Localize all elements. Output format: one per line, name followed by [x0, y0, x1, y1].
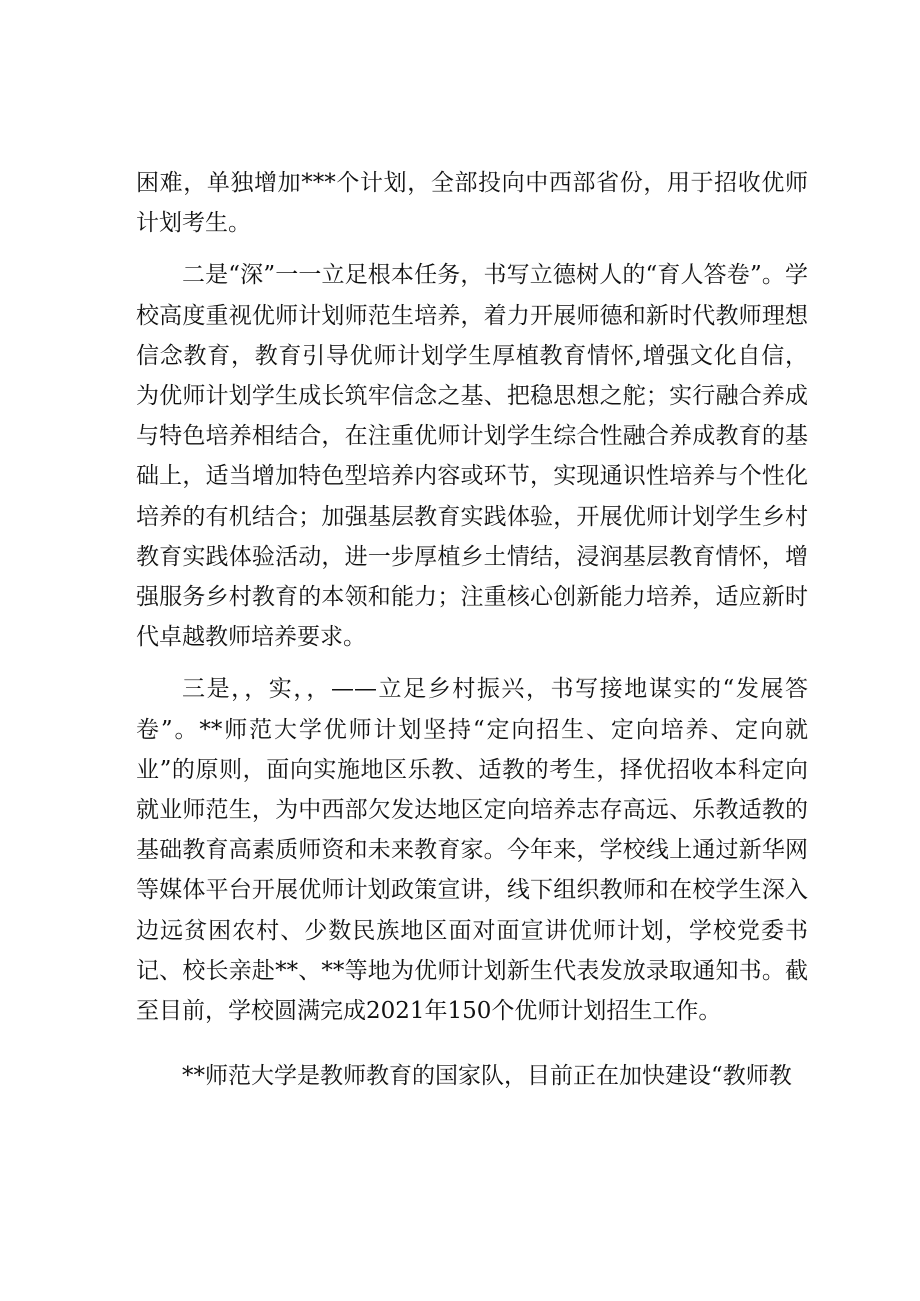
- paragraph-point-two: 二是“深”一一立足根本任务，书写立德树人的“育人答卷”。学校高度重视优师计划师范生培养，着力开展师德和新时代教师理想信念教育，教育引导优师计划学生厚植教育情怀,增强文化自信，为优师计划学生成长筑牢信念之基、把稳思想之舵；实行融合养成与特色培养相结合，在注重优师计划学生综合性融合养成教育的基础上，适当增加特色型培养内容或环节，实现通识性培养与个性化培养的有机结合；加强基层教育实践体验，开展优师计划学生乡村教育实践体验活动，进一步厚植乡土情结，浸润基层教育情怀，增强服务乡村教育的本领和能力；注重核心创新能力培养，适应新时代卓越教师培养要求。: [136, 262, 808, 651]
- paragraph-point-three: 三是，，实，，——立足乡村振兴，书写接地谋实的“发展答卷”。**师范大学优师计划坚持“定向招生、定向培养、定向就业”的原则，面向实施地区乐教、适教的考生，择优招收本科定向就业师范生，为中西部欠发达地区定向培养志存高远、乐教适教的基础教育高素质师资和未来教育家。今年来，学校线上通过新华网等媒体平台开展优师计划政策宣讲，线下组织教师和在校学生深入边远贫困农村、少数民族地区面对面宣讲优师计划，学校党委书记、校长亲赴**、**等地为优师计划新生代表发放录取通知书。截至目前，学校圆满完成2021年150个优师计划招生工作。: [136, 676, 808, 1025]
- paragraph-closing: **师范大学是教师教育的国家队，目前正在加快建设“教师教: [182, 1063, 792, 1090]
- paragraph-continuation: 困难，单独增加***个计划，全部投向中西部省份，用于招收优师计划考生。: [136, 170, 808, 237]
- document-body: [136, 163, 808, 1096]
